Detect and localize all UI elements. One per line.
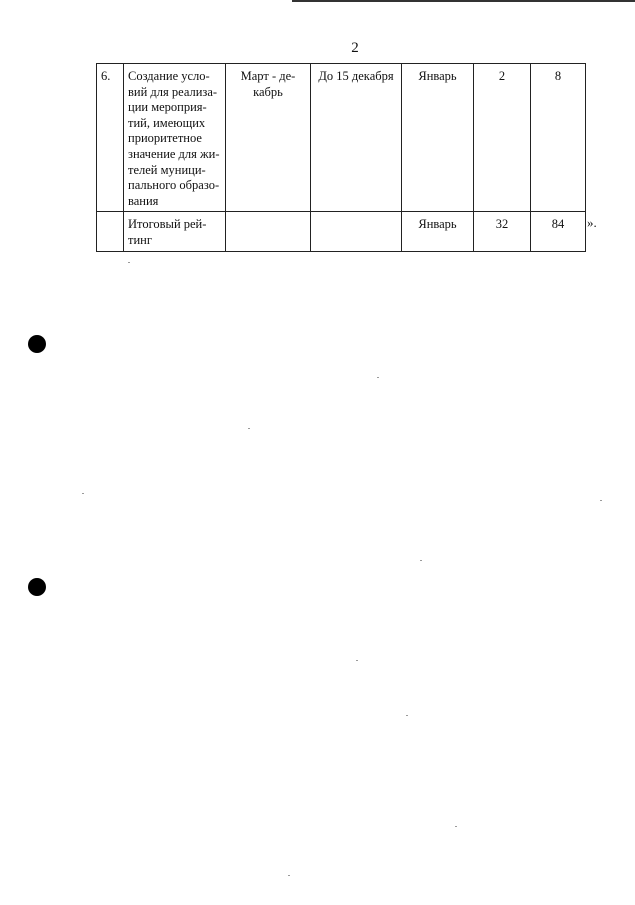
month-cell: Январь [402, 64, 474, 212]
row-number-cell [97, 212, 124, 251]
closing-quote: ». [587, 215, 597, 230]
total-label-line: Итоговый рей- [128, 217, 207, 232]
scan-speck [288, 875, 290, 876]
scan-speck [356, 660, 358, 661]
month-cell: Январь [402, 212, 474, 251]
value-a-cell: 2 [474, 64, 531, 212]
scan-speck [248, 428, 250, 429]
value-a-cell: 32 [474, 212, 531, 251]
rating-table [96, 63, 586, 252]
punch-hole [28, 335, 46, 353]
activity-name-line: пального образо- [128, 178, 220, 193]
page-number: 2 [351, 40, 359, 56]
activity-name-line: приоритетное [128, 131, 202, 146]
period-cell [226, 212, 311, 251]
table-row [97, 64, 586, 212]
activity-name-line: вания [128, 193, 159, 208]
punch-hole [28, 578, 46, 596]
scan-speck [128, 262, 130, 263]
activity-name-line: тий, имеющих [128, 115, 206, 130]
total-label-cell [124, 212, 226, 251]
period-cell [226, 64, 311, 212]
activity-name-line: ции мероприя- [128, 100, 207, 115]
row-number-cell: 6. [97, 64, 124, 212]
period-line: кабрь [253, 84, 283, 99]
total-label-line: тинг [128, 232, 152, 247]
top-edge-rule [292, 0, 635, 2]
table-row-total [97, 212, 586, 251]
activity-name-cell [124, 64, 226, 212]
scan-speck [82, 493, 84, 494]
period-line: Март - де- [240, 69, 296, 83]
deadline-cell [311, 212, 402, 251]
activity-name-line: телей муници- [128, 162, 206, 177]
value-b-cell: 8 [531, 64, 586, 212]
scan-speck [406, 715, 408, 716]
scan-speck [420, 560, 422, 561]
scan-speck [377, 377, 379, 378]
activity-name-line: Создание усло- [128, 69, 210, 83]
scan-speck [600, 500, 602, 501]
activity-name-line: значение для жи- [128, 146, 220, 161]
scan-speck [455, 826, 457, 827]
deadline-cell: До 15 декабря [311, 64, 402, 212]
activity-name-line: вий для реализа- [128, 84, 218, 99]
value-b-cell: 84 [531, 212, 586, 251]
